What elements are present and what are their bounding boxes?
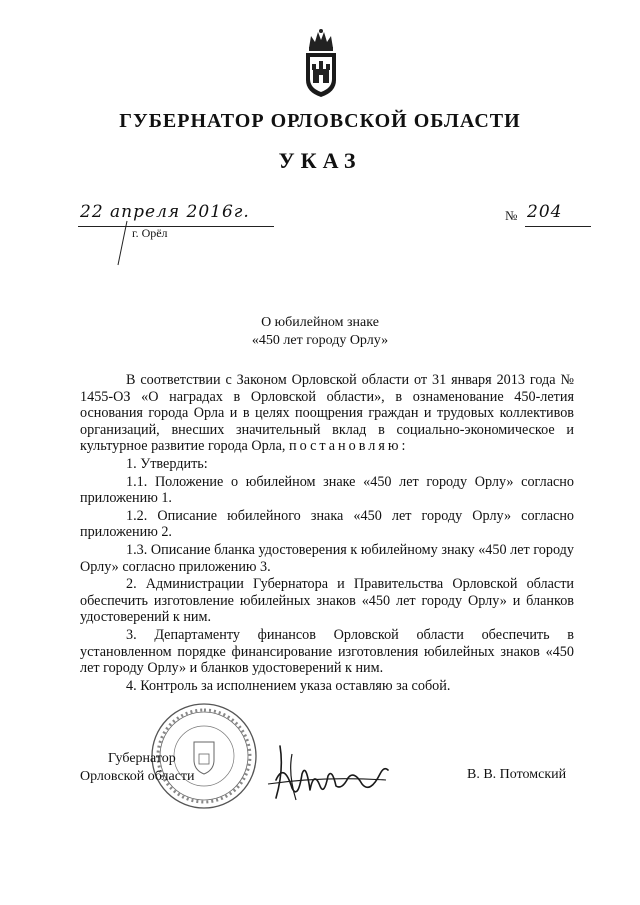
decree-date <box>78 202 278 232</box>
date-handwritten: 22 апреля 2016г. <box>80 202 250 222</box>
preamble-text: В соответствии с Законом Орловской области от 31 января 2013 года № 1455-ОЗ «О наградах в Орловской области», в ознаменование 450-летия основания города Орла и в целях поощрения граждан и трудовых коллективов организаций, внесших значительный вклад в социально-экономическое и культурное развитие города Орла, <box>80 372 574 455</box>
decree-body <box>80 372 574 694</box>
decree-item: 1.3. Описание бланка удостоверения к юбилейному знаку «450 лет городу Орлу» согласно приложению 3. <box>80 541 574 575</box>
slash-mark <box>116 220 128 266</box>
decree-word: постановляю: <box>289 438 409 455</box>
document-type: УКАЗ <box>278 148 362 173</box>
decree-number <box>505 202 595 232</box>
handwritten-signature-icon <box>262 740 394 804</box>
preamble-paragraph <box>80 372 574 455</box>
decree-item: 2. Администрации Губернатора и Правительства Орловской области обеспечить изготовление юбилейных знаков «450 лет городу Орлу» и бланков удостоверений к ним. <box>80 576 574 626</box>
decree-subject <box>0 314 640 350</box>
number-sign: № <box>505 208 518 223</box>
number-handwritten: 204 <box>527 202 563 222</box>
position-line-2: Орловской области <box>80 769 195 784</box>
position-line-1: Губернатор <box>108 751 176 766</box>
decree-item: 1.2. Описание юбилейного знака «450 лет городу Орлу» согласно приложению 2. <box>80 507 574 541</box>
decree-item: 1.1. Положение о юбилейном знаке «450 лет городу Орлу» согласно приложению 1. <box>80 473 574 507</box>
subject-line-1: О юбилейном знаке <box>261 315 379 330</box>
number-underline <box>525 226 591 227</box>
decree-item: 4. Контроль за исполнением указа оставляю за собой. <box>126 677 451 694</box>
oryol-oblast-coat-of-arms-icon <box>300 28 342 98</box>
decree-item: 1. Утвердить: <box>126 455 208 472</box>
signer-name: В. В. Потомский <box>467 767 567 782</box>
date-underline <box>78 226 274 227</box>
subject-line-2: «450 лет городу Орлу» <box>251 333 389 348</box>
decree-item: 3. Департаменту финансов Орловской области обеспечить в установленном порядке финансирование изготовления юбилейных знаков «450 лет городу Орлу» и бланков удостоверений к ним. <box>80 626 574 677</box>
city-label: г. Орёл <box>132 226 168 240</box>
issuing-authority: ГУБЕРНАТОР ОРЛОВСКОЙ ОБЛАСТИ <box>119 110 521 132</box>
signatory-position <box>80 750 195 786</box>
